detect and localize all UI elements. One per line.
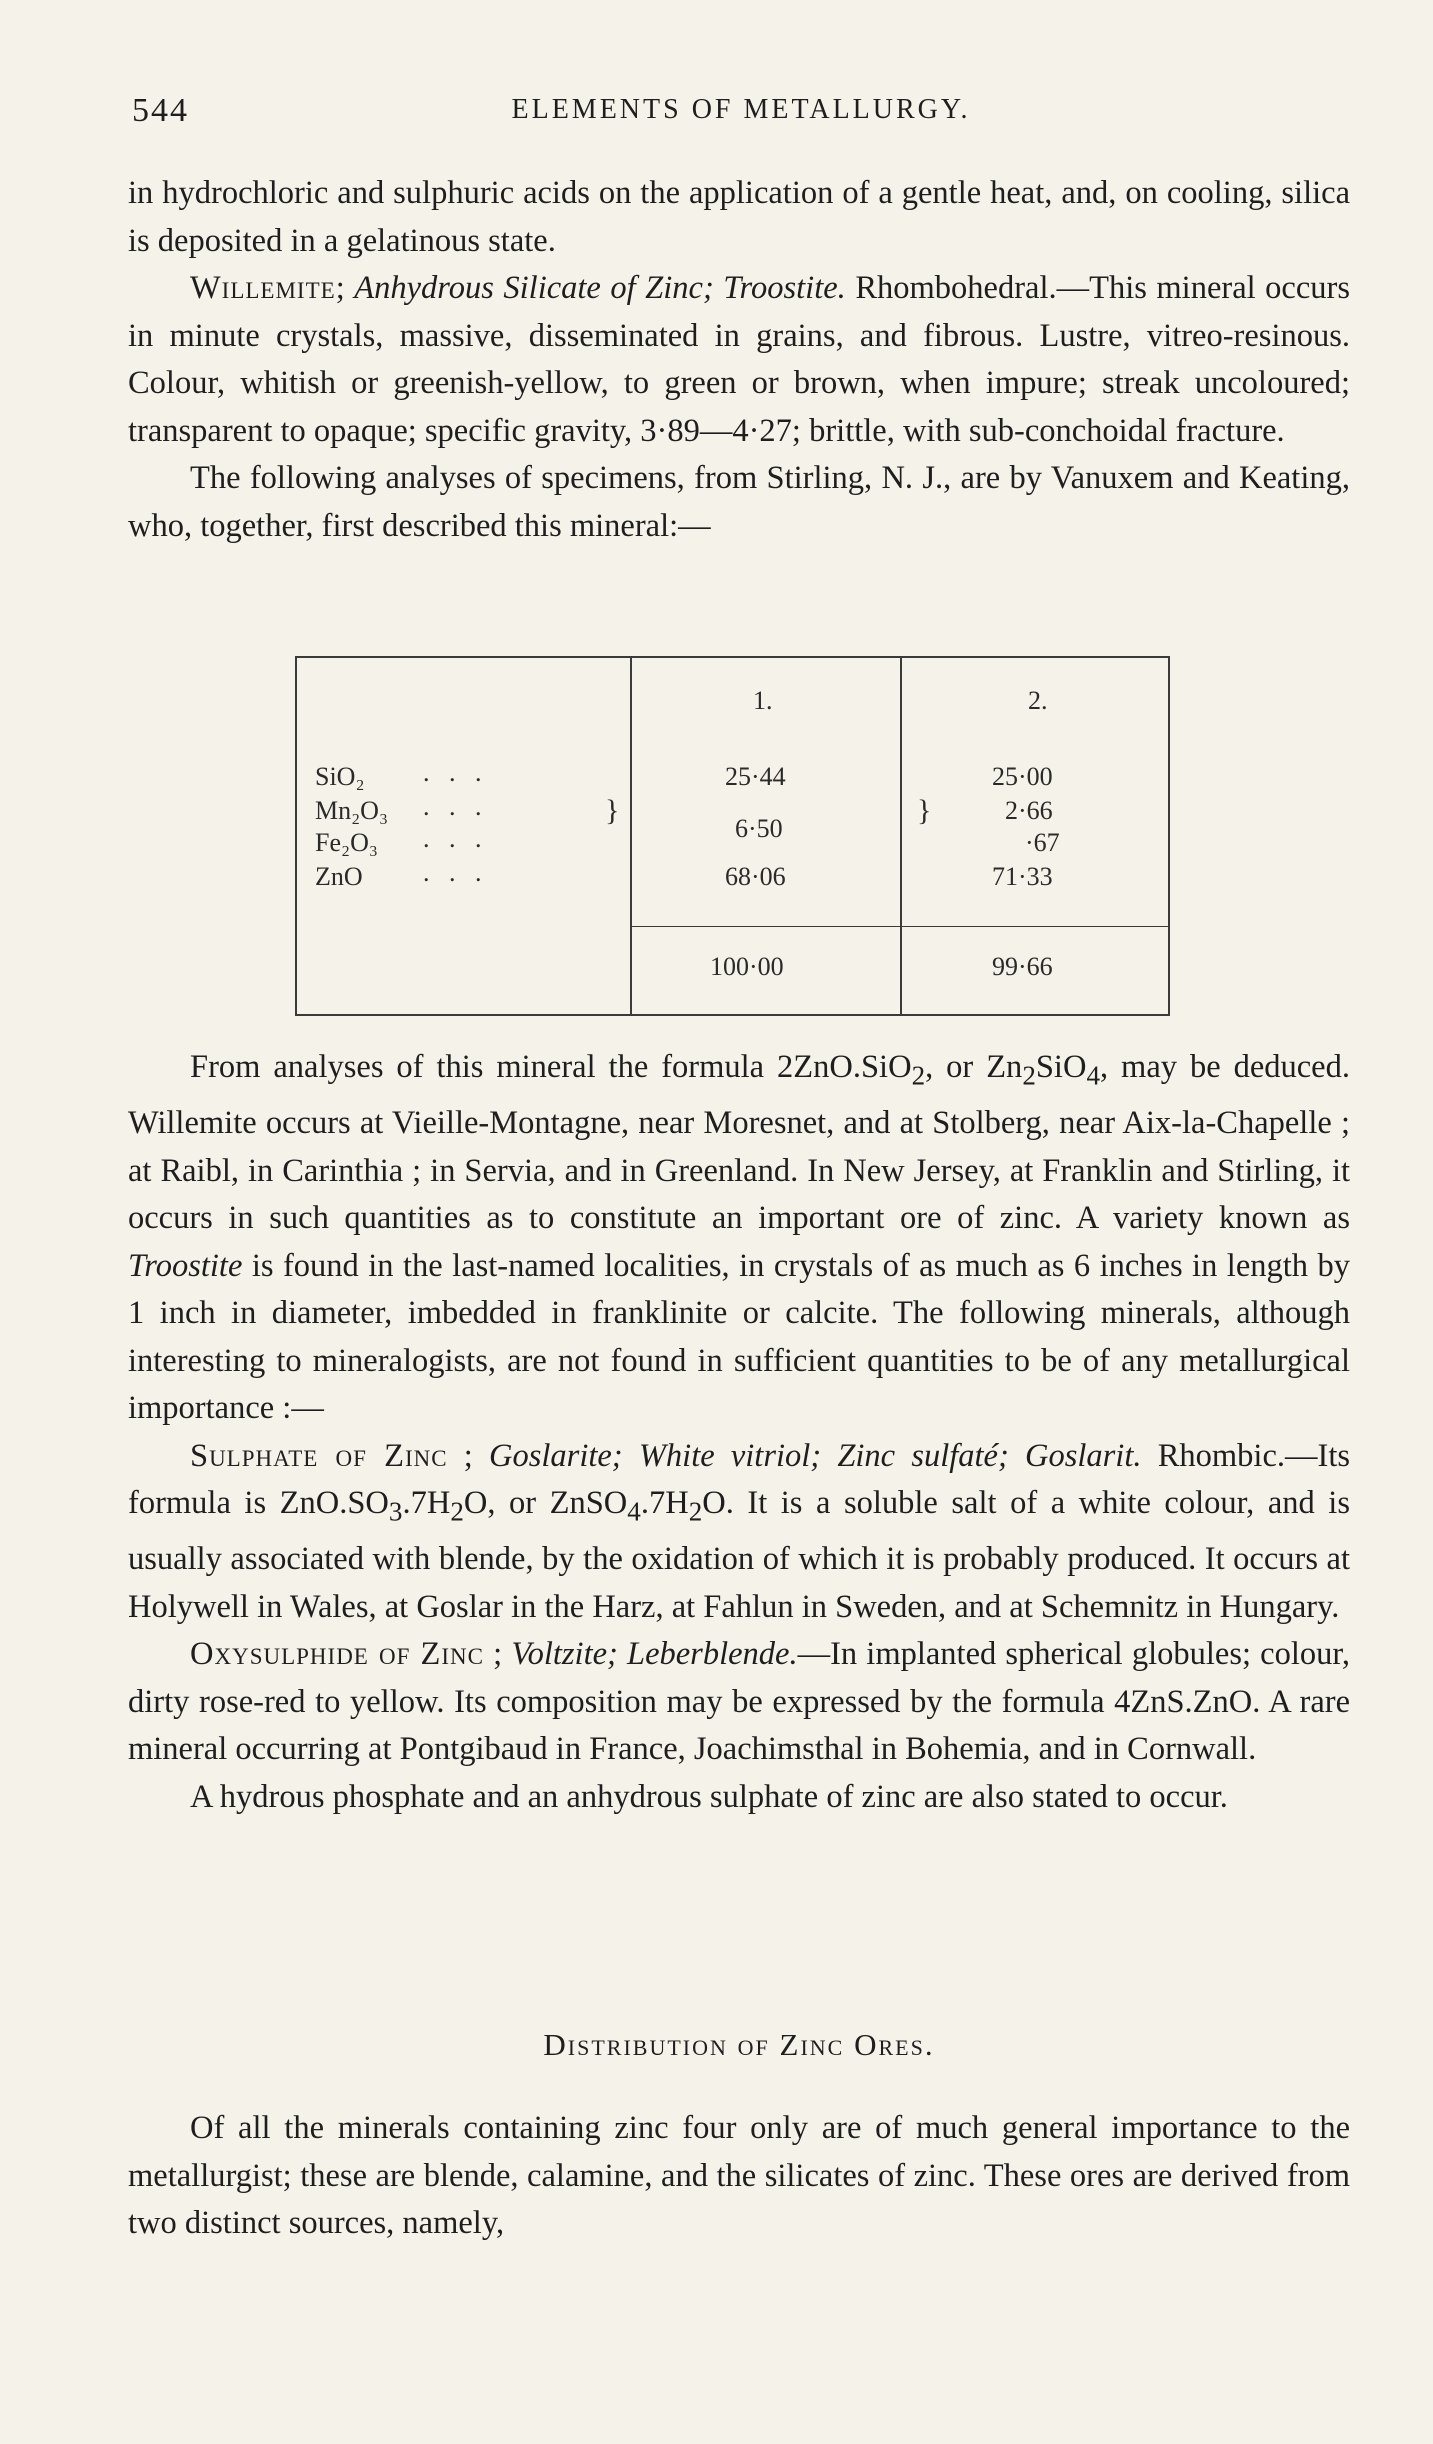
value-1-zno: 68·06	[725, 862, 786, 891]
value-1-mn-fe: 6·50	[735, 814, 783, 843]
mineral-description: Rhombohedral.—This mineral occurs in minute crystals, massive, disseminated in grains, and fibrous. Lustre, vitreo-resinous. Colour, whitish or greenish-yellow, to green or brown, when impure; streak uncoloured; transparent to opaque; specific gravity, 3·89—4·27; brittle, with sub-conchoidal fracture.	[128, 270, 1350, 449]
paragraph-formula: From analyses of this mineral the formula 2ZnO.SiO$_2$, or $Zn_2SiO_4$, may be deduced. Willemite occurs at Vieille-Montagne, near Moresnet, and at Stolberg, near Aix-la-Chapelle ; at Raibl, in Carinthia ; in Servia, and in Greenland. In New Jersey, at Franklin and Stirling, it occurs in such quantities as to constitute an important ore of zinc. A variety known as Troostite is found in the last-named localities, in crystals of as much as 6 inches in length by 1 inch in diameter, imbedded in franklinite or calcite. The following minerals, although interesting to mineralogists, are not found in sufficient quantities to be of any metallurgical importance :—	[128, 1049, 1350, 1426]
paragraph-hydrous: A hydrous phosphate and an anhydrous sulphate of zinc are also stated to occur.	[190, 1778, 1228, 1815]
paragraph-analyses: The following analyses of specimens, from Stirling, N. J., are by Vanuxem and Keating, who, together, first described this mineral:—	[128, 460, 1350, 544]
value-1-sio2: 25·44	[725, 762, 786, 791]
paragraph-distribution: Of all the minerals containing zinc four only are of much general importance to the metallurgist; these are blende, calamine, and the silicates of zinc. These ores are derived from two distinct sources, namely,	[128, 2110, 1350, 2241]
page-number: 544	[132, 92, 189, 129]
variety-name: Troostite	[128, 1247, 243, 1284]
column-header-2: 2.	[1028, 686, 1048, 715]
value-2-fe2o3: ·67	[1025, 828, 1060, 857]
mineral-synonyms: Goslarite; White vitriol; Zinc sulfaté; Goslarit.	[489, 1437, 1142, 1474]
text-block-middle	[128, 1044, 1350, 1821]
paragraph-sulphate: Sulphate of Zinc ; Goslarite; White vitriol; Zinc sulfaté; Goslarit. Rhombic.—Its formula is $ZnO.SO_3.7H_2O$, or $ZnSO_4.7H_2O$. It is a soluble salt of a white colour, and is usually associated with blende, by the oxidation of which it is probably produced. It occurs at Holywell in Wales, at Goslar in the Harz, at Fahlun in Sweden, and at Schemnitz in Hungary.	[128, 1437, 1350, 1625]
row-label-sio2: SiO₂	[315, 762, 365, 791]
paragraph-intro: in hydrochloric and sulphuric acids on the application of a gentle heat, and, on cooling, silica is deposited in a gelatinous state.	[128, 175, 1350, 259]
mineral-synonyms: Voltzite; Leberblende.	[511, 1636, 798, 1672]
row-label-zno: ZnO	[315, 862, 363, 891]
section-heading: Distribution of Zinc Ores.	[543, 2027, 935, 2062]
text-block-lower	[128, 2105, 1350, 2248]
total-2: 99·66	[992, 952, 1053, 981]
total-1: 100·00	[710, 952, 784, 981]
row-label-mn2o3: Mn₂O₃	[315, 796, 389, 825]
mineral-synonyms: Anhydrous Silicate of Zinc; Troostite.	[354, 270, 846, 306]
value-2-sio2: 25·00	[992, 762, 1053, 791]
mineral-name: Willemite	[190, 270, 336, 306]
analysis-table: 1. 2. SiO₂ . . . Mn₂O₃ . . . Fe₂O₃ . . . ZnO . . . } 25·44 6·50 68·06 } 25·00 2·66 ·67 71·33 100·00 99·66	[295, 656, 1170, 1018]
paragraph-oxysulphide: Oxysulphide of Zinc ; Voltzite; Leberblende.—In implanted spherical globules; colour, dirty rose-red to yellow. Its composition may be expressed by the formula 4ZnS.ZnO. A rare mineral occurring at Pontgibaud in France, Joachimsthal in Bohemia, and in Cornwall.	[128, 1636, 1351, 1767]
page-header	[132, 92, 1350, 138]
paragraph-willemite	[128, 265, 1350, 455]
running-title: ELEMENTS OF METALLURGY.	[511, 94, 971, 125]
row-label-fe2o3: Fe₂O₃	[315, 828, 378, 857]
text-block-upper	[128, 170, 1350, 550]
mineral-name: Oxysulphide of Zinc	[190, 1636, 485, 1672]
mineral-name: Sulphate of Zinc	[190, 1437, 448, 1474]
value-2-zno: 71·33	[992, 862, 1053, 891]
column-header-1: 1.	[753, 686, 773, 715]
separator: ;	[335, 270, 355, 306]
value-2-mn2o3: 2·66	[1005, 796, 1053, 825]
